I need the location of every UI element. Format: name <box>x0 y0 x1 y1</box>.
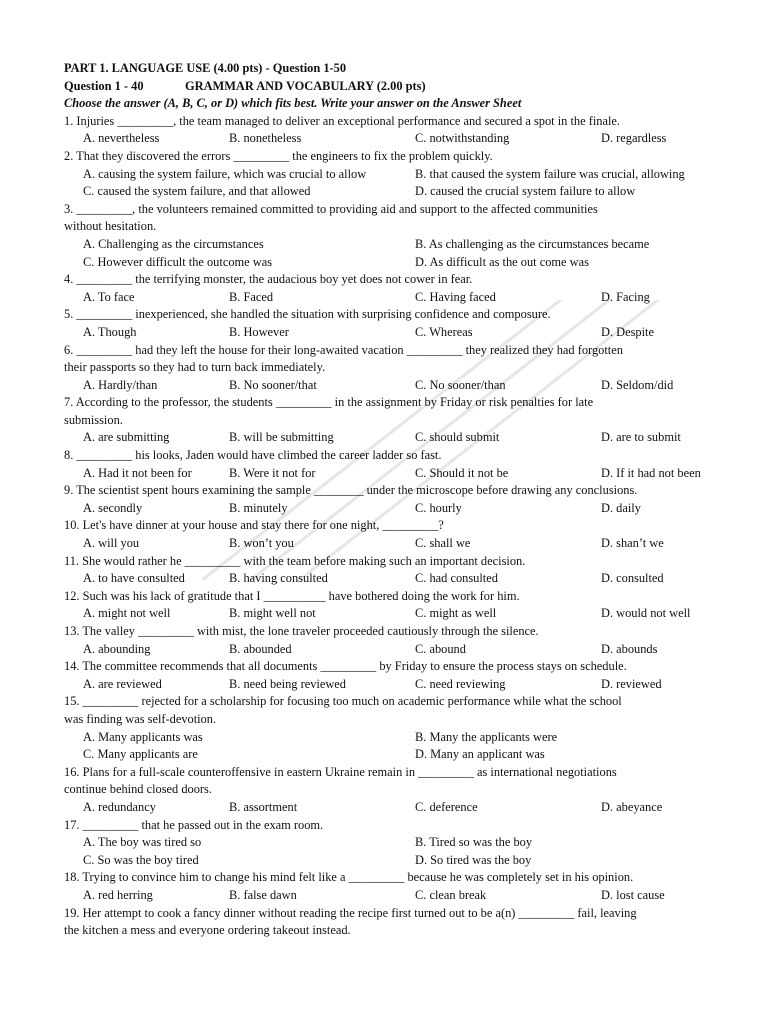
answer-option: B. that caused the system failure was crucial, allowing <box>415 166 685 181</box>
question-stem: was finding was self-devotion. <box>64 711 217 726</box>
answer-option: D. would not well <box>601 606 691 621</box>
question-8 <box>64 447 734 482</box>
question-stem: 16. Plans for a full-scale counteroffensive in eastern Ukraine remain in _________ as international negotiations <box>64 764 617 779</box>
answer-option: D. Facing <box>601 289 650 304</box>
question-stem: submission. <box>64 412 123 427</box>
answer-option: B. minutely <box>229 500 288 515</box>
answer-option: C. notwithstanding <box>415 131 510 146</box>
answer-option: A. red herring <box>83 887 153 902</box>
question-stem: 2. That they discovered the errors _________ the engineers to fix the problem quickly. <box>64 148 493 163</box>
question-stem: 6. _________ had they left the house for their long-awaited vacation _________ they realized they had forgotten <box>64 342 623 357</box>
answer-option: C. However difficult the outcome was <box>83 254 273 269</box>
answer-options <box>64 535 734 553</box>
answer-option: D. So tired was the boy <box>415 852 532 867</box>
answer-options <box>64 799 734 817</box>
question-stem: 5. _________ inexperienced, she handled the situation with surprising confidence and composure. <box>64 307 551 322</box>
answer-option: A. causing the system failure, which was crucial to allow <box>83 166 367 181</box>
question-stem: 7. According to the professor, the students _________ in the assignment by Friday or risk penalties for late <box>64 395 594 410</box>
answer-option: D. Seldom/did <box>601 377 674 392</box>
question-stem: 11. She would rather he _________ with the team before making such an important decision. <box>64 553 526 568</box>
answer-options <box>64 570 734 588</box>
question-stem: 9. The scientist spent hours examining the sample ________ under the microscope before drawing any conclusions. <box>64 483 638 498</box>
answer-option: D. Many an applicant was <box>415 747 545 762</box>
question-list <box>64 113 734 940</box>
question-stem: 18. Trying to convince him to change his mind felt like a _________ because he was completely set in his opinion. <box>64 870 634 885</box>
answer-options <box>64 729 734 747</box>
question-stem: without hesitation. <box>64 219 157 234</box>
question-range: Question 1 - 40 <box>64 78 144 93</box>
question-15 <box>64 693 734 763</box>
answer-option: A. Challenging as the circumstances <box>83 236 264 251</box>
question-stem: 4. _________ the terrifying monster, the audacious boy yet does not cower in fear. <box>64 272 473 287</box>
question-stem: 12. Such was his lack of gratitude that I __________ have bothered doing the work for him. <box>64 588 520 603</box>
question-16 <box>64 764 734 817</box>
answer-option: D. Despite <box>601 324 654 339</box>
answer-option: C. need reviewing <box>415 676 506 691</box>
question-3 <box>64 201 734 271</box>
answer-option: A. to have consulted <box>83 571 185 586</box>
answer-option: B. As challenging as the circumstances became <box>415 236 650 251</box>
answer-options <box>64 500 734 518</box>
answer-option: D. If it had not been <box>601 465 701 480</box>
answer-option: C. So was the boy tired <box>83 852 199 867</box>
answer-option: B. However <box>229 324 289 339</box>
answer-option: A. abounding <box>83 641 151 656</box>
answer-option: A. Hardly/than <box>83 377 158 392</box>
answer-option: A. To face <box>83 289 135 304</box>
answer-option: A. Many applicants was <box>83 729 203 744</box>
answer-option: A. Though <box>83 324 137 339</box>
question-9 <box>64 482 734 517</box>
answer-options <box>64 377 734 395</box>
answer-option: C. Should it not be <box>415 465 509 480</box>
answer-options <box>64 605 734 623</box>
answer-option: B. nonetheless <box>229 131 302 146</box>
answer-options <box>64 236 734 254</box>
answer-options <box>64 852 734 870</box>
answer-option: B. Tired so was the boy <box>415 835 533 850</box>
answer-option: D. shan’t we <box>601 536 664 551</box>
question-11 <box>64 553 734 588</box>
answer-option: B. won’t you <box>229 536 294 551</box>
answer-option: B. abounded <box>229 641 292 656</box>
answer-option: B. might well not <box>229 606 316 621</box>
answer-option: D. As difficult as the out come was <box>415 254 589 269</box>
answer-option: C. Having faced <box>415 289 496 304</box>
answer-options <box>64 887 734 905</box>
question-stem: 8. _________ his looks, Jaden would have climbed the career ladder so fast. <box>64 448 442 463</box>
answer-options <box>64 254 734 272</box>
answer-option: C. caused the system failure, and that allowed <box>83 184 311 199</box>
answer-option: B. will be submitting <box>229 430 334 445</box>
answer-option: D. daily <box>601 500 641 515</box>
answer-option: A. secondly <box>83 500 143 515</box>
answer-options <box>64 324 734 342</box>
answer-option: C. hourly <box>415 500 462 515</box>
answer-option: A. are reviewed <box>83 676 162 691</box>
worksheet <box>64 60 734 940</box>
answer-option: D. are to submit <box>601 430 681 445</box>
section-title: GRAMMAR AND VOCABULARY (2.00 pts) <box>185 78 426 93</box>
question-stem: 13. The valley _________ with mist, the lone traveler proceeded cautiously through the silence. <box>64 624 539 638</box>
answer-option: B. assortment <box>229 799 298 814</box>
section-heading <box>64 78 734 96</box>
question-stem: 15. _________ rejected for a scholarship for focusing too much on academic performance while what the school <box>64 694 622 709</box>
answer-option: A. redundancy <box>83 799 156 814</box>
answer-options <box>64 834 734 852</box>
answer-option: C. No sooner/than <box>415 377 506 392</box>
answer-option: C. might as well <box>415 606 497 621</box>
answer-option: D. caused the crucial system failure to allow <box>415 184 636 199</box>
question-stem: 17. _________ that he passed out in the exam room. <box>64 817 324 832</box>
answer-option: A. are submitting <box>83 430 170 445</box>
question-17 <box>64 817 734 870</box>
answer-option: D. reviewed <box>601 676 662 691</box>
answer-option: A. nevertheless <box>83 131 160 146</box>
question-14 <box>64 658 734 693</box>
answer-option: C. Many applicants are <box>83 747 198 762</box>
answer-option: A. The boy was tired so <box>83 835 202 850</box>
question-10 <box>64 517 734 552</box>
answer-options <box>64 465 734 483</box>
question-stem: 19. Her attempt to cook a fancy dinner without reading the recipe first turned out to be a(n) _________ fail, leaving <box>64 905 637 920</box>
question-12 <box>64 588 734 623</box>
answer-option: B. false dawn <box>229 887 297 902</box>
instruction: Choose the answer (A, B, C, or D) which fits best. Write your answer on the Answer Sheet <box>64 96 522 111</box>
answer-option: B. No sooner/that <box>229 377 317 392</box>
answer-options <box>64 130 734 148</box>
answer-options <box>64 641 734 659</box>
answer-option: B. Many the applicants were <box>415 729 558 744</box>
answer-option: C. shall we <box>415 536 471 551</box>
question-5 <box>64 306 734 341</box>
answer-options <box>64 183 734 201</box>
answer-options <box>64 746 734 764</box>
question-6 <box>64 342 734 395</box>
question-stem: 1. Injuries _________, the team managed to deliver an exceptional performance and secured a spot in the finale. <box>64 113 620 128</box>
answer-option: B. having consulted <box>229 571 328 586</box>
question-2 <box>64 148 734 201</box>
question-stem: continue behind closed doors. <box>64 782 212 797</box>
answer-option: A. might not well <box>83 606 171 621</box>
answer-option: C. clean break <box>415 887 487 902</box>
question-stem: 3. _________, the volunteers remained committed to providing aid and support to the affected communities <box>64 201 598 216</box>
answer-option: C. Whereas <box>415 324 473 339</box>
answer-options <box>64 166 734 184</box>
answer-option: D. lost cause <box>601 887 665 902</box>
answer-options <box>64 429 734 447</box>
answer-option: A. will you <box>83 536 140 551</box>
answer-option: B. need being reviewed <box>229 676 346 691</box>
question-19 <box>64 905 734 940</box>
question-stem: 14. The committee recommends that all documents _________ by Friday to ensure the process stays on schedule. <box>64 659 627 674</box>
answer-option: C. abound <box>415 641 466 656</box>
question-stem: their passports so they had to turn back immediately. <box>64 360 326 375</box>
answer-option: B. Faced <box>229 289 274 304</box>
answer-option: B. Were it not for <box>229 465 316 480</box>
answer-option: C. should submit <box>415 430 500 445</box>
answer-option: D. regardless <box>601 131 667 146</box>
question-stem: the kitchen a mess and everyone ordering takeout instead. <box>64 923 351 938</box>
question-18 <box>64 869 734 904</box>
question-13 <box>64 623 734 658</box>
answer-options <box>64 676 734 694</box>
answer-option: C. had consulted <box>415 571 498 586</box>
answer-option: D. consulted <box>601 571 664 586</box>
question-1 <box>64 113 734 148</box>
part-heading: PART 1. LANGUAGE USE (4.00 pts) - Question 1-50 <box>64 61 347 75</box>
answer-option: D. abounds <box>601 641 658 656</box>
answer-option: C. deference <box>415 799 478 814</box>
question-4 <box>64 271 734 306</box>
answer-option: A. Had it not been for <box>83 465 192 480</box>
question-7 <box>64 394 734 447</box>
answer-option: D. abeyance <box>601 799 663 814</box>
question-stem: 10. Let's have dinner at your house and stay there for one night, _________? <box>64 518 444 533</box>
answer-options <box>64 289 734 307</box>
